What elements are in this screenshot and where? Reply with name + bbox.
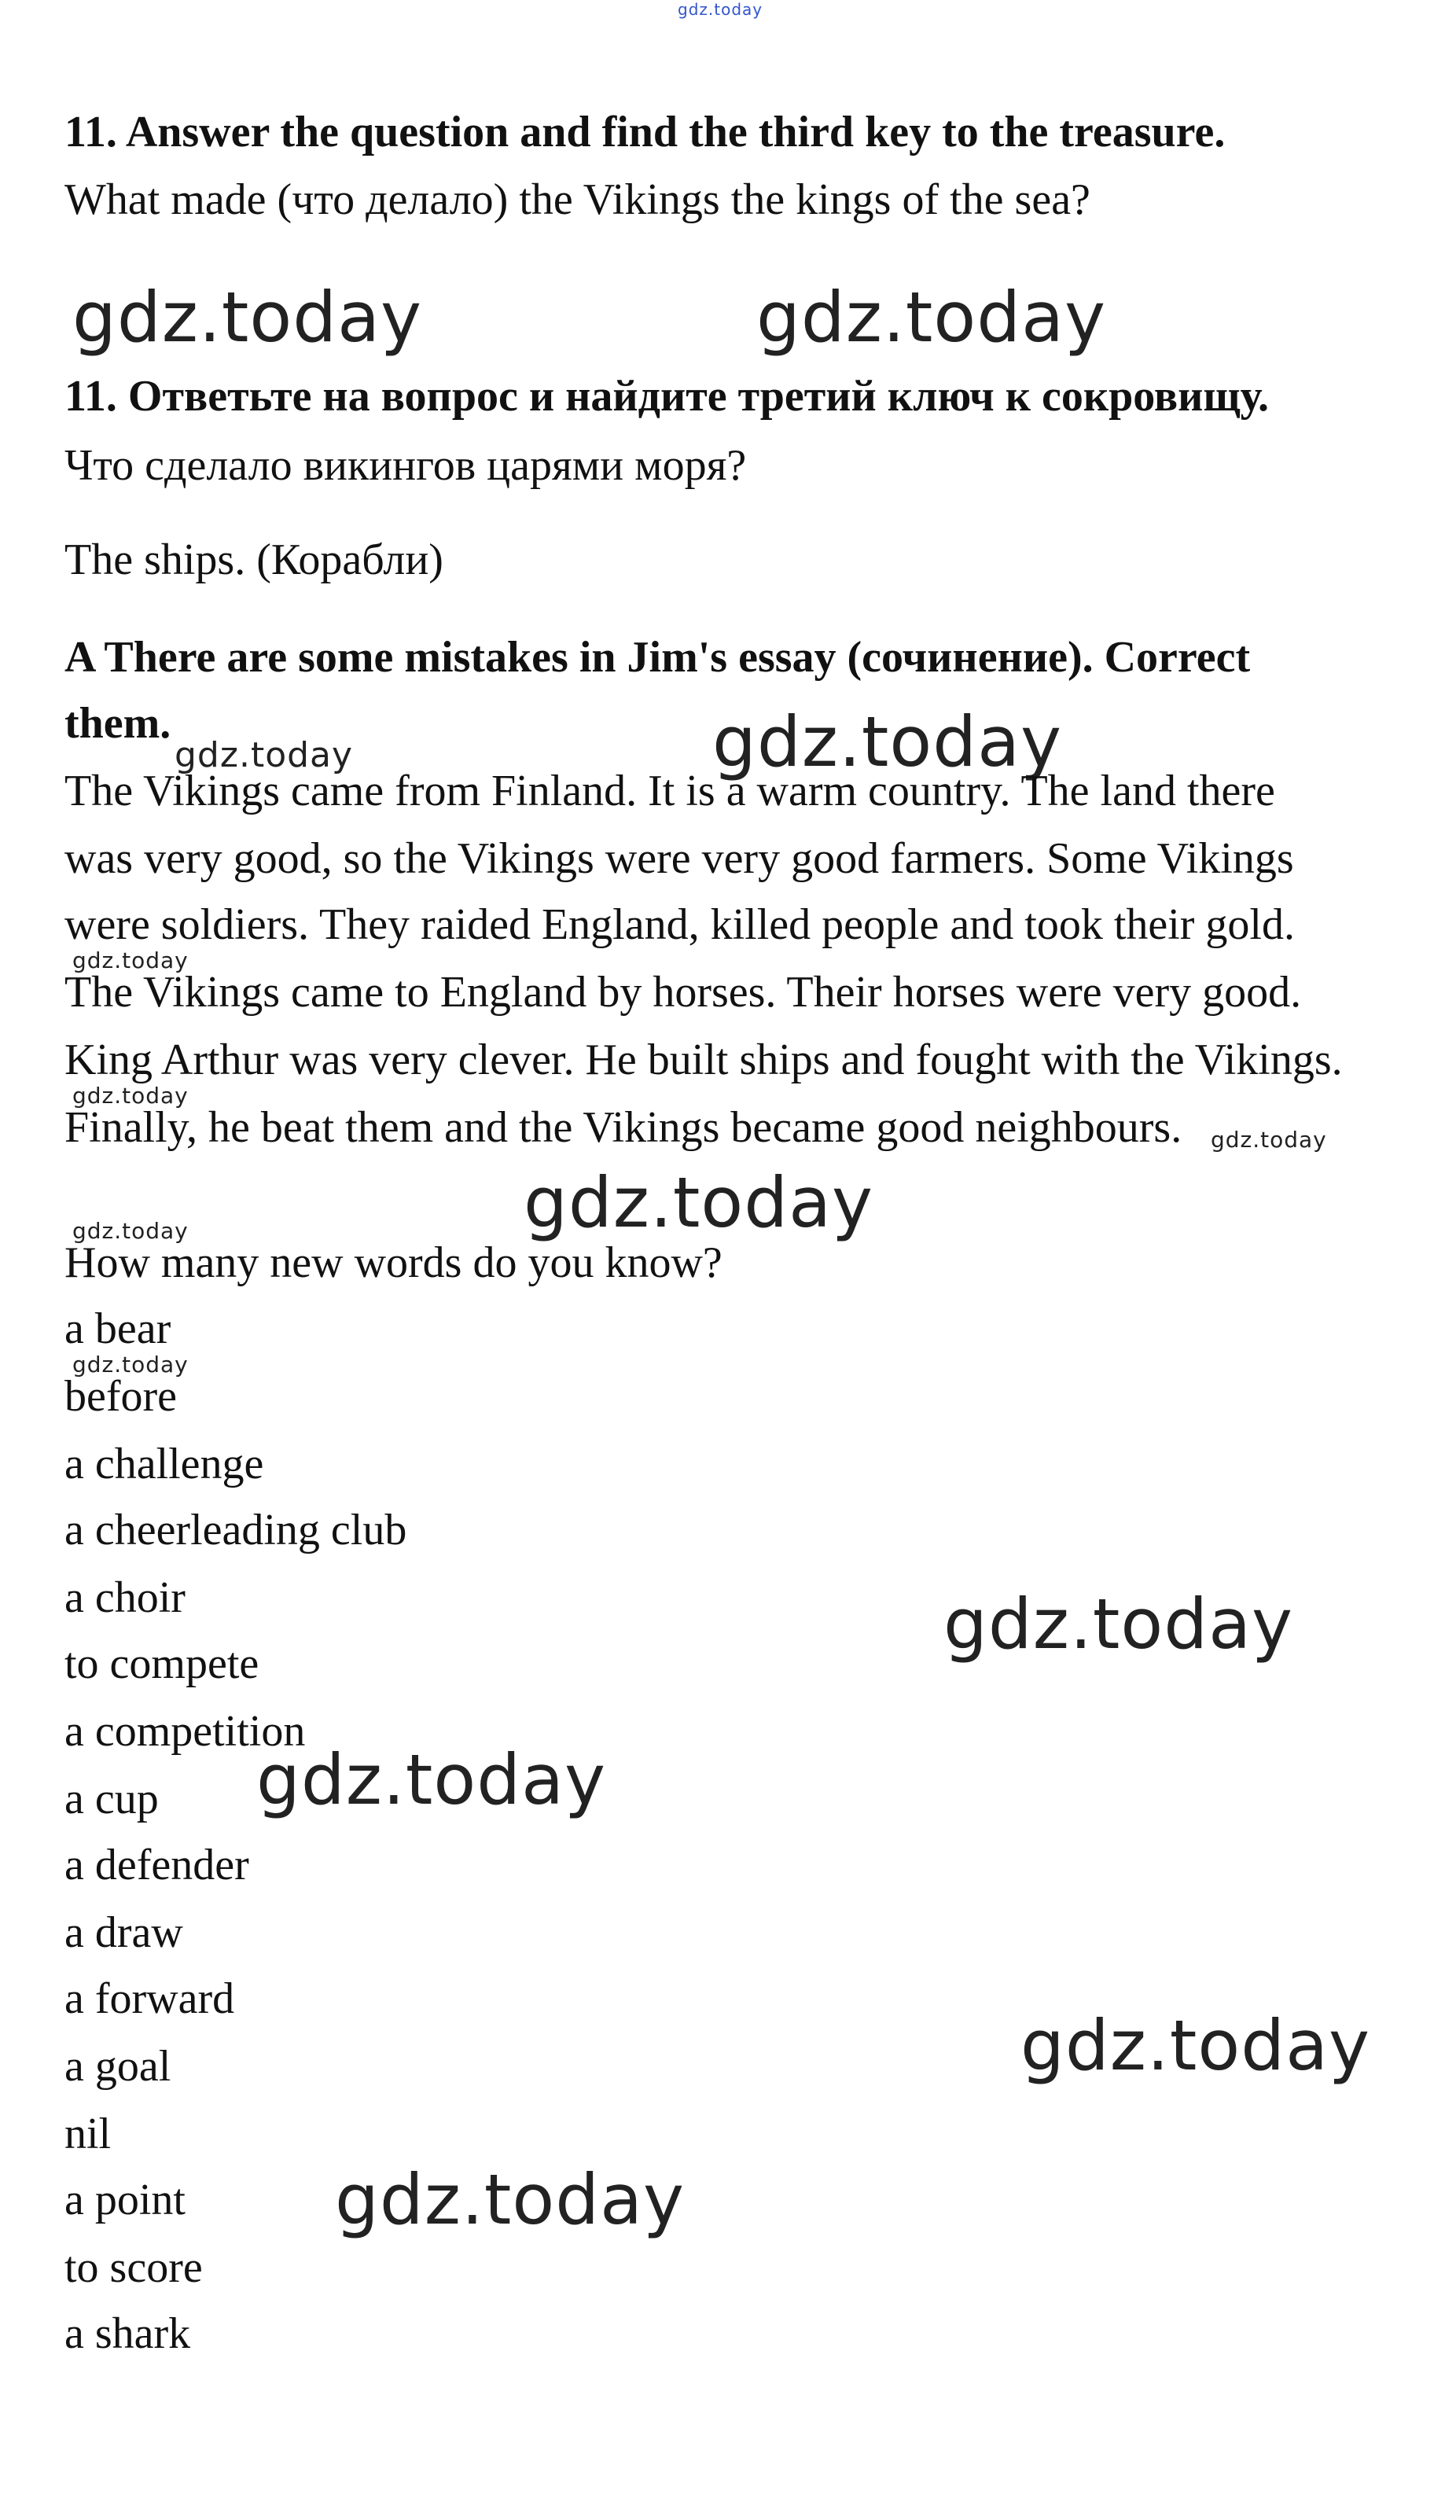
watermark: gdz.today <box>943 1584 1294 1665</box>
watermark: gdz.today <box>72 277 423 358</box>
vocabulary-word: a competition <box>64 1707 306 1756</box>
vocabulary-word: a challenge <box>64 1440 264 1488</box>
vocabulary-word: a defender <box>64 1841 249 1889</box>
watermark: gdz.today <box>256 1739 607 1820</box>
vocabulary-question: How many new words do you know? <box>64 1238 722 1287</box>
task11-answer: The ships. (Корабли) <box>64 535 443 584</box>
watermark: gdz.today <box>175 735 354 775</box>
task11-heading-ru: 11. Ответьте на вопрос и найдите третий ключ к сокровищу. <box>64 372 1270 421</box>
watermark: gdz.today <box>1211 1127 1327 1153</box>
task11-heading-en: 11. Answer the question and find the third key to the treasure. <box>64 108 1226 156</box>
watermark: gdz.today <box>72 1218 189 1244</box>
vocabulary-word: to compete <box>64 1639 259 1688</box>
vocabulary-word: nil <box>64 2110 112 2158</box>
task11-question-ru: Что сделало викингов царями моря? <box>64 441 747 490</box>
essay-line: was very good, so the Vikings were very good farmers. Some Vikings <box>64 834 1294 883</box>
vocabulary-word: a choir <box>64 1573 186 1622</box>
vocabulary-word: a bear <box>64 1304 171 1353</box>
watermark: gdz.today <box>712 701 1063 782</box>
vocabulary-word: a draw <box>64 1908 183 1957</box>
watermark: gdz.today <box>72 1352 189 1378</box>
essay-line: Finally, he beat them and the Vikings became good neighbours. <box>64 1103 1182 1152</box>
watermark: gdz.today <box>524 1162 874 1243</box>
taskA-heading-line1: A There are some mistakes in Jim's essay (сочинение). Correct <box>64 633 1251 682</box>
vocabulary-word: a point <box>64 2176 186 2224</box>
vocabulary-word: a shark <box>64 2309 191 2358</box>
vocabulary-word: a forward <box>64 1974 235 2023</box>
watermark: gdz.today <box>756 277 1107 358</box>
essay-line: The Vikings came from Finland. It is a warm country. The land there <box>64 767 1275 815</box>
essay-line: were soldiers. They raided England, killed people and took their gold. <box>64 900 1295 949</box>
watermark: gdz.today <box>1020 2005 1371 2086</box>
taskA-heading-line2: them. <box>64 699 171 748</box>
vocabulary-word: a goal <box>64 2042 171 2091</box>
vocabulary-word: a cheerleading club <box>64 1506 407 1554</box>
watermark: gdz.today <box>678 0 763 19</box>
watermark: gdz.today <box>72 1083 189 1109</box>
vocabulary-word: to score <box>64 2243 203 2292</box>
task11-question-en: What made (что делало) the Vikings the kings of the sea? <box>64 175 1090 224</box>
watermark: gdz.today <box>72 947 189 973</box>
vocabulary-word: a cup <box>64 1775 159 1823</box>
essay-line: The Vikings came to England by horses. Their horses were very good. <box>64 968 1302 1017</box>
vocabulary-word: before <box>64 1372 178 1421</box>
essay-line: King Arthur was very clever. He built ships and fought with the Vikings. <box>64 1036 1343 1084</box>
watermark: gdz.today <box>335 2159 686 2240</box>
